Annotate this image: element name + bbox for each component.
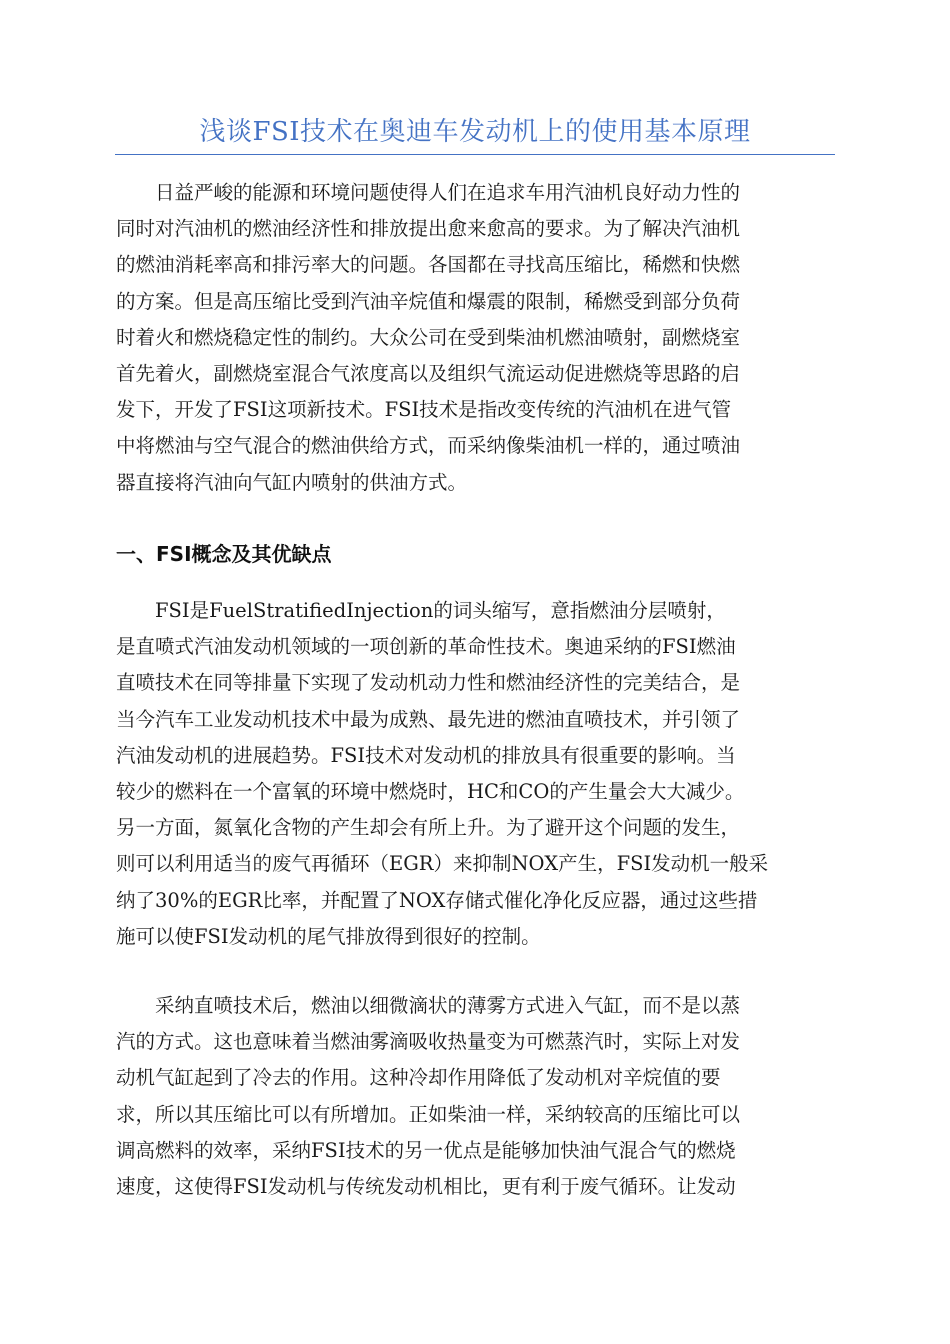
paragraph-line: 汽油发动机的进展趋势。FSI技术对发动机的排放具有很重要的影响。当 xyxy=(116,743,736,767)
paragraph-line: 动机气缸起到了冷去的作用。这种冷却作用降低了发动机对辛烷值的要 xyxy=(116,1066,721,1090)
paragraph-intro xyxy=(116,175,836,501)
paragraph-line: 中将燃油与空气混合的燃油供给方式，而采纳像柴油机一样的，通过喷油 xyxy=(116,434,741,458)
paragraph-line: 同时对汽油机的燃油经济性和排放提出愈来愈高的要求。为了解决汽油机 xyxy=(116,217,741,241)
paragraph-fsi-concept xyxy=(116,593,836,955)
paragraph-line: 较少的燃料在一个富氧的环境中燃烧时，HC和CO的产生量会大大减少。 xyxy=(116,779,745,803)
paragraph-line: 速度，这使得FSI发动机与传统发动机相比，更有利于废气循环。让发动 xyxy=(116,1174,736,1198)
paragraph-line: 另一方面，氮氧化含物的产生却会有所上升。为了避开这个问题的发生， xyxy=(116,816,741,840)
section-heading: 一、FSI概念及其优缺点 xyxy=(116,542,332,566)
paragraph-line: 是直喷式汽油发动机领域的一项创新的革命性技术。奥迪采纳的FSI燃油 xyxy=(116,635,736,659)
paragraph-line: 则可以利用适当的废气再循环（EGR）来抑制NOX产生，FSI发动机一般采 xyxy=(116,852,769,876)
paragraph-line: 时着火和燃烧稳定性的制约。大众公司在受到柴油机燃油喷射，副燃烧室 xyxy=(116,325,741,349)
paragraph-line: 当今汽车工业发动机技术中最为成熟、最先进的燃油直喷技术，并引领了 xyxy=(116,707,741,731)
paragraph-line: 调高燃料的效率，采纳FSI技术的另一优点是能够加快油气混合气的燃烧 xyxy=(116,1138,736,1162)
paragraph-line: FSI是FuelStratifiedInjection的词头缩写，意指燃油分层喷射， xyxy=(116,599,726,622)
paragraph-line: 器直接将汽油向气缸内喷射的供油方式。 xyxy=(116,470,468,494)
paragraph-direct-injection xyxy=(116,988,836,1205)
title-underline xyxy=(115,154,835,155)
paragraph-line: 采纳直喷技术后，燃油以细微滴状的薄雾方式进入气缸，而不是以蒸 xyxy=(116,994,741,1017)
paragraph-line: 的燃油消耗率高和排污率大的问题。各国都在寻找高压缩比，稀燃和快燃 xyxy=(116,253,741,277)
paragraph-line: 求，所以其压缩比可以有所增加。正如柴油一样，采纳较高的压缩比可以 xyxy=(116,1102,741,1126)
paragraph-line: 汽的方式。这也意味着当燃油雾滴吸收热量变为可燃蒸汽时，实际上对发 xyxy=(116,1030,741,1054)
paragraph-line: 直喷技术在同等排量下实现了发动机动力性和燃油经济性的完美结合，是 xyxy=(116,671,741,695)
paragraph-line: 日益严峻的能源和环境问题使得人们在追求车用汽油机良好动力性的 xyxy=(116,181,741,204)
paragraph-line: 纳了30%的EGR比率，并配置了NOX存储式催化净化反应器，通过这些措 xyxy=(116,888,758,912)
paragraph-line: 发下，开发了FSI这项新技术。FSI技术是指改变传统的汽油机在进气管 xyxy=(116,398,732,422)
paragraph-line: 施可以使FSI发动机的尾气排放得到很好的控制。 xyxy=(116,924,541,948)
paragraph-line: 首先着火，副燃烧室混合气浓度高以及组织气流运动促进燃烧等思路的启 xyxy=(116,361,741,385)
page-title: 浅谈FSI技术在奥迪车发动机上的使用基本原理 xyxy=(199,117,751,147)
paragraph-line: 的方案。但是高压缩比受到汽油辛烷值和爆震的限制，稀燃受到部分负荷 xyxy=(116,289,741,313)
